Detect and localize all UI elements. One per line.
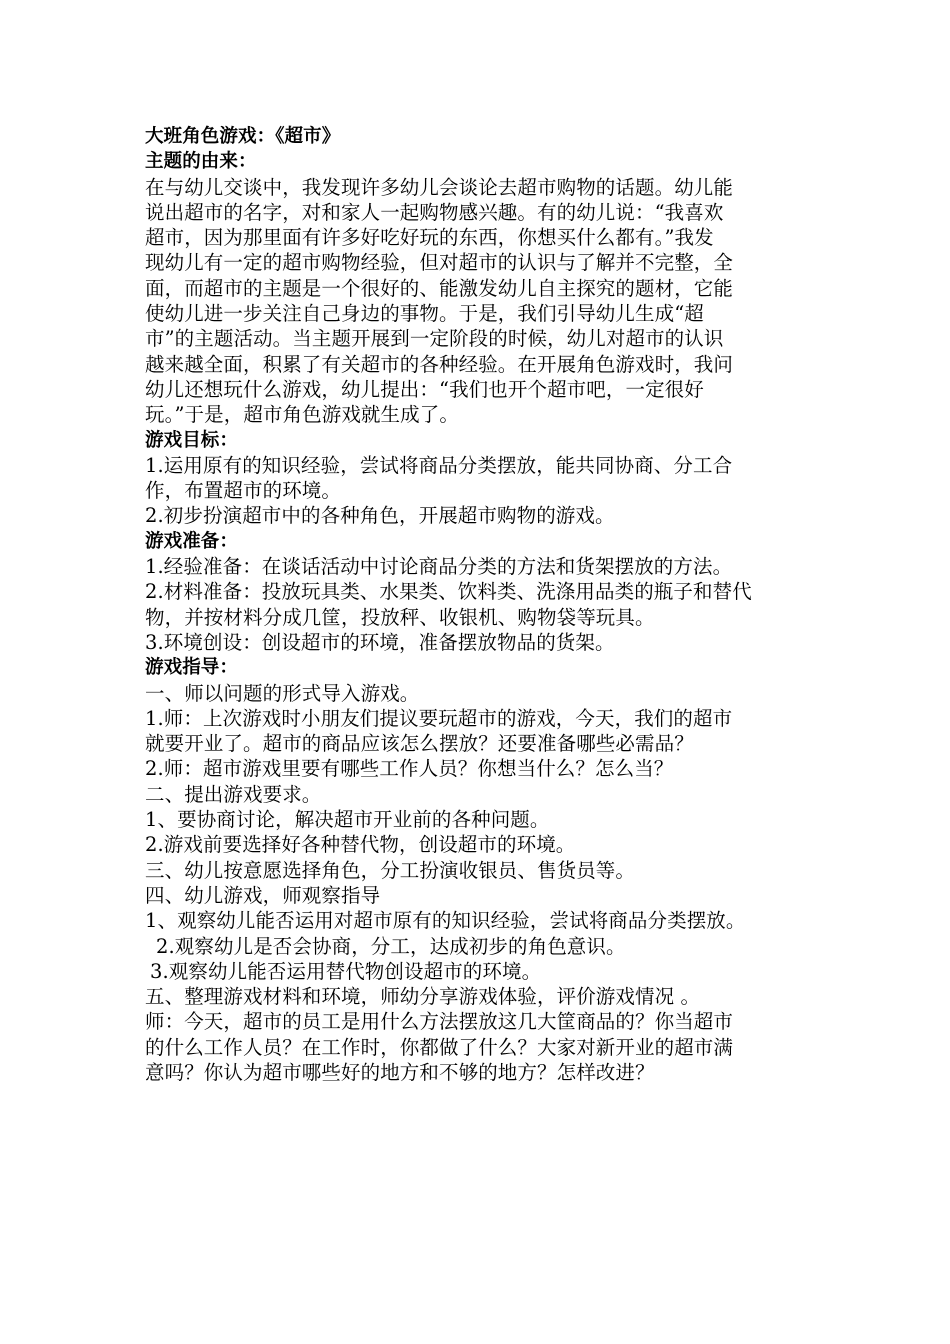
- paragraph-line: 物，并按材料分成几筐，投放秤、收银机、购物袋等玩具。: [145, 605, 655, 629]
- paragraph-line: 师：今天，超市的员工是用什么方法摆放这几大筐商品的？你当超市: [145, 1010, 734, 1034]
- paragraph-line: 2.材料准备：投放玩具类、水果类、饮料类、洗涤用品类的瓶子和替代: [145, 580, 752, 604]
- paragraph-line: 在与幼儿交谈中，我发现许多幼儿会谈论去超市购物的话题。幼儿能: [145, 175, 734, 199]
- paragraph-line: 1.师：上次游戏时小朋友们提议要玩超市的游戏，今天，我们的超市: [145, 706, 733, 730]
- section-body-guide: [145, 681, 817, 1086]
- section-body-origin: [145, 175, 817, 428]
- paragraph-line: 使幼儿进一步关注自己身边的事物。于是，我们引导幼儿生成“超: [145, 302, 704, 326]
- section-heading-goals: 游戏目标：: [145, 429, 239, 451]
- section-body-goals: [145, 453, 817, 529]
- paragraph-line: 的什么工作人员？在工作时，你都做了什么？大家对新开业的超市满: [145, 1035, 734, 1059]
- paragraph-line: 3.环境创设：创设超市的环境，准备摆放物品的货架。: [145, 630, 615, 654]
- paragraph-line: 1.运用原有的知识经验，尝试将商品分类摆放，能共同协商、分工合: [145, 453, 733, 477]
- paragraph-line: 四、幼儿游戏，师观察指导: [145, 883, 381, 907]
- paragraph-line: 2.游戏前要选择好各种替代物，创设超市的环境。: [145, 833, 576, 857]
- paragraph-line: 2.初步扮演超市中的各种角色，开展超市购物的游戏。: [145, 504, 615, 528]
- paragraph-line: 1、观察幼儿能否运用对超市原有的知识经验，尝试将商品分类摆放。: [145, 909, 746, 933]
- paragraph-line: 面，而超市的主题是一个很好的、能激发幼儿自主探究的题材，它能: [145, 276, 734, 300]
- section-heading-guide: 游戏指导：: [145, 657, 239, 679]
- paragraph-line: 越来越全面，积累了有关超市的各种经验。在开展角色游戏时，我问: [145, 352, 734, 376]
- paragraph-line: 超市，因为那里面有许多好吃好玩的东西，你想买什么都有。”我发: [145, 226, 714, 250]
- paragraph-line: 2.观察幼儿是否会协商，分工，达成初步的角色意识。: [156, 934, 626, 958]
- paragraph-line: 二、提出游戏要求。: [145, 782, 322, 806]
- paragraph-line: 五、整理游戏材料和环境，师幼分享游戏体验，评价游戏情况 。: [145, 985, 701, 1009]
- paragraph-line: 作，布置超市的环境。: [145, 479, 342, 503]
- paragraph-line: 玩。”于是，超市角色游戏就生成了。: [145, 403, 459, 427]
- section-heading-prep: 游戏准备：: [145, 530, 239, 552]
- paragraph-line: 现幼儿有一定的超市购物经验，但对超市的认识与了解并不完整，全: [145, 251, 734, 275]
- paragraph-line: 1、要协商讨论，解决超市开业前的各种问题。: [145, 808, 550, 832]
- paragraph-line: 一、师以问题的形式导入游戏。: [145, 681, 420, 705]
- document-title: 大班角色游戏：《超市》: [145, 126, 341, 147]
- paragraph-line: 就要开业了。超市的商品应该怎么摆放？还要准备哪些必需品？: [145, 732, 694, 756]
- paragraph-line: 三、幼儿按意愿选择角色，分工扮演收银员、售货员等。: [145, 858, 636, 882]
- paragraph-line: 1.经验准备：在谈话活动中讨论商品分类的方法和货架摆放的方法。: [145, 555, 733, 579]
- section-heading-origin: 主题的由来：: [145, 151, 257, 173]
- paragraph-line: 说出超市的名字，对和家人一起购物感兴趣。有的幼儿说：“我喜欢: [145, 200, 724, 224]
- paragraph-line: 市”的主题活动。当主题开展到一定阶段的时候，幼儿对超市的认识: [145, 327, 724, 351]
- document-page: [145, 124, 817, 1085]
- paragraph-line: 幼儿还想玩什么游戏，幼儿提出：“我们也开个超市吧，一定很好: [145, 377, 704, 401]
- section-body-prep: [145, 554, 817, 655]
- paragraph-line: 2.师：超市游戏里要有哪些工作人员？你想当什么？怎么当？: [145, 757, 674, 781]
- paragraph-line: 3.观察幼儿能否运用替代物创设超市的环境。: [150, 959, 542, 983]
- paragraph-line: 意吗？你认为超市哪些好的地方和不够的地方？怎样改进？: [145, 1060, 655, 1084]
